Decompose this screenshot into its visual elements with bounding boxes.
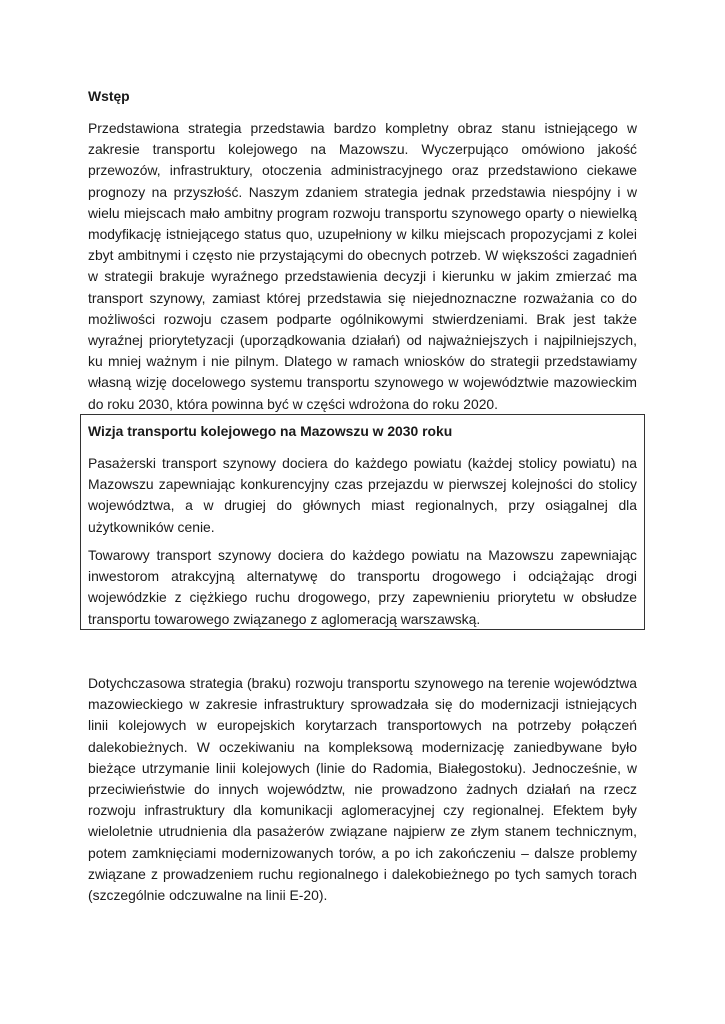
vision-box-title: Wizja transportu kolejowego na Mazowszu w 2030 roku — [88, 423, 453, 439]
vision-box-paragraph-2: Towarowy transport szynowy dociera do każdego powiatu na Mazowszu zapewniając inwestorom atrakcyjną alternatywę do transportu drogowego i odciążając drogi wojewódzkie z ciężkiego ruchu drogowego, przy zapewnieniu priorytetu w obsłudze transportu towarowego związanego z aglomeracją warszawską. — [88, 547, 637, 627]
outro-paragraph: Dotychczasowa strategia (braku) rozwoju transportu szynowego na terenie województwa mazowieckiego w zakresie infrastruktury sprowadzała się do modernizacji istniejących linii kolejowych w europejskich korytarzach transportowych na potrzeby połączeń dalekobieżnych. W oczekiwaniu na kompleksową modernizację zaniedbywane było bieżące utrzymanie linii kolejowych (linie do Radomia, Białegostoku). Jednocześnie, w przeciwieństwie do innych województw, nie prowadzono żadnych działań na rzecz rozwoju infrastruktury dla komunikacji aglomeracyjnej czy regionalnej. Efektem były wieloletnie utrudnienia dla pasażerów związane najpierw ze złym stanem technicznym, potem zamknięciami modernizowanych torów, a po ich zakończeniu – dalsze problemy związane z prowadzeniem ruchu regionalnego i dalekobieżnego po tych samych torach (szczególnie odczuwalne na linii E-20). — [88, 675, 637, 904]
vision-box — [80, 414, 645, 630]
vision-box-paragraph-1: Pasażerski transport szynowy dociera do każdego powiatu (każdej stolicy powiatu) na Mazowszu zapewniając konkurencyjny czas przejazdu w pierwszej kolejności do stolicy województwa, a w drugiej do głównych miast regionalnych, przy osiągalnej dla użytkowników cenie. — [88, 455, 637, 535]
section-heading: Wstęp — [88, 88, 130, 104]
intro-paragraph: Przedstawiona strategia przedstawia bardzo kompletny obraz stanu istniejącego w zakresie transportu kolejowego na Mazowszu. Wyczerpująco omówiono jakość przewozów, infrastruktury, otoczenia administracyjnego oraz przedstawiono ciekawe prognozy na przyszłość. Naszym zdaniem strategia jednak przedstawia niespójny i w wielu miejscach mało ambitny program rozwoju transportu szynowego oparty o niewielką modyfikację istniejącego status quo, uzupełniony w kilku miejscach propozycjami z kolei zbyt ambitnymi i często nie przystającymi do obecnych potrzeb. W większości zagadnień w strategii brakuje wyraźnego przedstawienia decyzji i kierunku w jakim zmierzać ma transport szynowy, zamiast której przedstawia się niejednoznaczne rozważania co do możliwości rozwoju czasem podparte ogólnikowymi stwierdzeniami. Brak jest także wyraźnej priorytetyzacji (uporządkowania działań) od najważniejszych i najpilniejszych, ku mniej ważnym i nie pilnym. Dlatego w ramach wniosków do strategii przedstawiamy własną wizję docelowego systemu transportu szynowego w województwie mazowieckim do roku 2030, która powinna być w części wdrożona do roku 2020. — [88, 120, 637, 412]
